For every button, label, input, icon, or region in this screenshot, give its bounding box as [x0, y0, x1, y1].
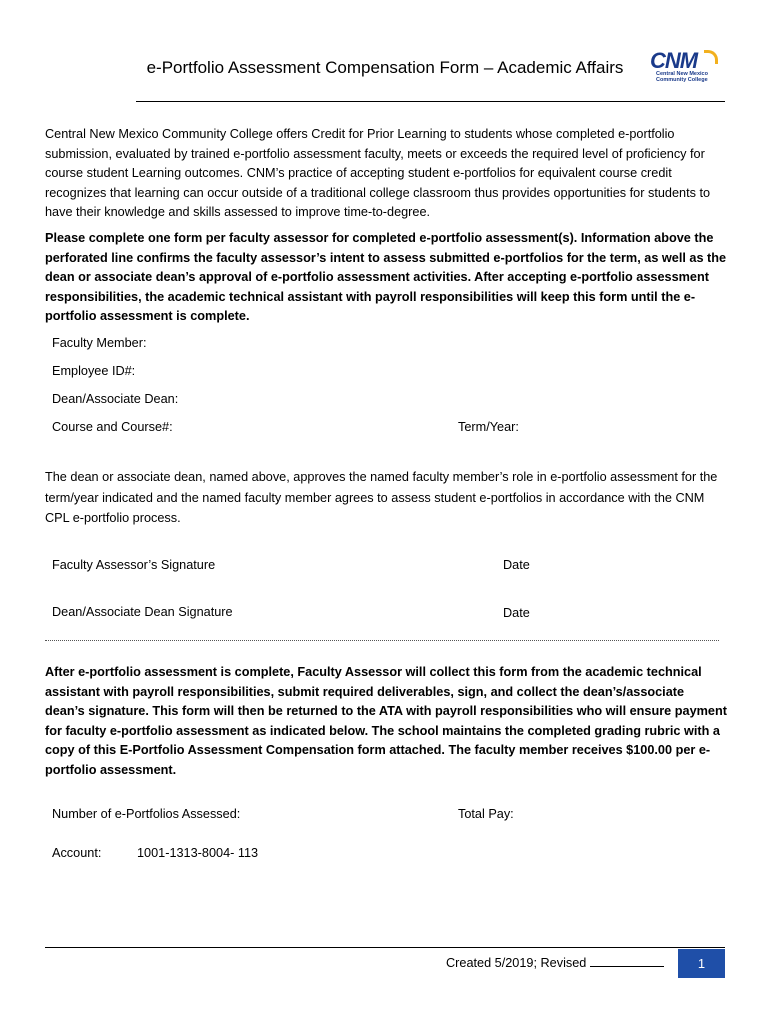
- created-revised-label: Created 5/2019; Revised: [446, 956, 587, 970]
- dean-signature-field[interactable]: Dean/Associate Dean Signature: [52, 605, 233, 619]
- logo-wordmark: CNM: [650, 48, 698, 73]
- logo-subtext: Central New Mexico Community College: [656, 71, 708, 83]
- faculty-member-field[interactable]: Faculty Member:: [52, 336, 147, 350]
- footer-divider: [45, 947, 725, 948]
- account-label: Account:: [52, 846, 102, 860]
- account-number: 1001-1313-8004- 113: [137, 846, 259, 860]
- num-portfolios-field[interactable]: Number of e-Portfolios Assessed:: [52, 807, 241, 821]
- total-pay-field[interactable]: Total Pay:: [458, 807, 514, 821]
- page-title: e-Portfolio Assessment Compensation Form – Academic Affairs: [146, 58, 624, 77]
- header-divider: [136, 101, 725, 102]
- employee-id-field[interactable]: Employee ID#:: [52, 364, 136, 378]
- revised-date-blank[interactable]: [590, 955, 664, 967]
- cnm-logo: [650, 48, 730, 90]
- assessor-signature-field[interactable]: Faculty Assessor’s Signature: [52, 558, 216, 572]
- after-assessment-paragraph: After e-portfolio assessment is complete, Faculty Assessor will collect this form from the academic technical assistant with payroll responsibilities, submit required deliverables, sign, and collect the dean’s/associate dean’s signature. This form will then be returned to the ATA with payroll responsibilities who will ensure payment for faculty e-portfolio assessment as indicated below. The school maintains the completed grading rubric with a copy of this E-Portfolio Assessment Compensation form attached. The faculty member receives $100.00 per e-portfolio assessment.: [45, 665, 727, 777]
- logo-swoosh-icon: [704, 50, 718, 64]
- perforated-line: [45, 640, 719, 641]
- course-field[interactable]: Course and Course#:: [52, 420, 173, 434]
- approval-paragraph: The dean or associate dean, named above, approves the named faculty member’s role in e-portfolio assessment for the term/year indicated and the named faculty member agrees to assess student e-portfolios in accordance with the CNM CPL e-portfolio process.: [45, 470, 718, 525]
- instructions-paragraph: Please complete one form per faculty assessor for completed e-portfolio assessment(s). Information above the perforated line confirms the faculty assessor’s intent to assess submitted e-portfolios for the term, as well as the dean or associate dean’s approval of e-portfolio assessment activities. After accepting e-portfolio assessment responsibilities, the academic technical assistant with payroll responsibilities will keep this form until the e-portfolio assessment is complete.: [45, 231, 727, 323]
- assessor-date-field[interactable]: Date: [503, 558, 530, 572]
- dean-date-field[interactable]: Date: [503, 606, 530, 620]
- term-year-field[interactable]: Term/Year:: [458, 420, 519, 434]
- page-number: 1: [678, 949, 725, 978]
- footer-revision: [446, 955, 664, 970]
- dean-field[interactable]: Dean/Associate Dean:: [52, 392, 179, 406]
- intro-paragraph: Central New Mexico Community College offers Credit for Prior Learning to students whose completed e-portfolio submission, evaluated by trained e-portfolio assessment faculty, meets or exceeds the required level of proficiency for course student Learning outcomes. CNM’s practice of accepting student e-portfolios for equivalent course credit recognizes that learning can occur outside of a traditional college classroom thus provides opportunities for students to have their knowledge and skills assessed to improve time-to-degree.: [45, 127, 711, 219]
